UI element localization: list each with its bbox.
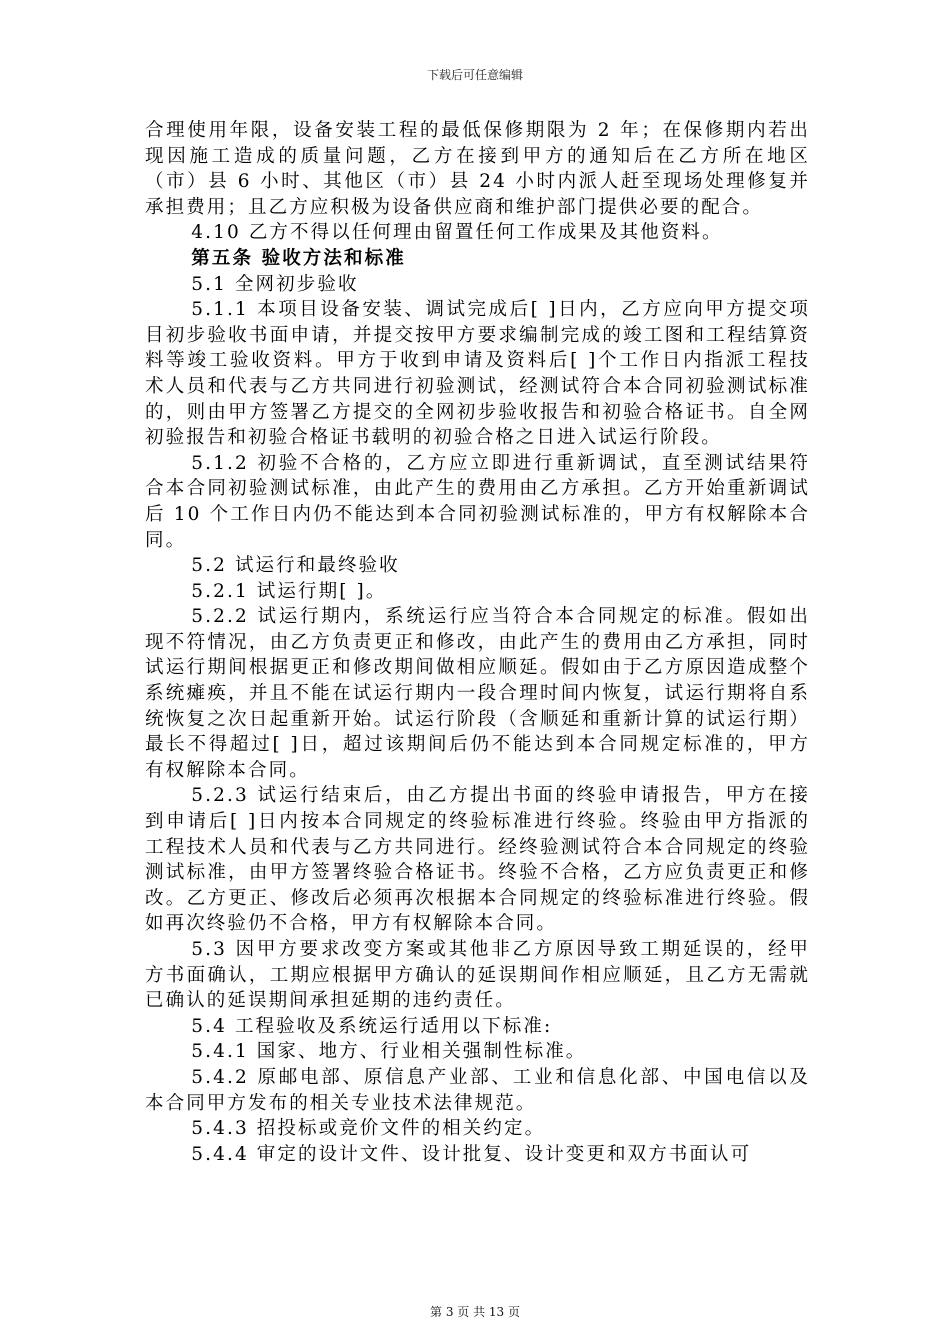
section-heading-article-5: 第五条 验收方法和标准: [191, 247, 406, 269]
paragraph-5-1: 5.1 全网初步验收: [191, 273, 359, 295]
paragraph-5-4-2: 5.4.2 原邮电部、原信息产业部、工业和信息化部、中国电信以及本合同甲方发布的相关专业技术法律规范。: [145, 1066, 810, 1114]
paragraph-5-4-1: 5.4.1 国家、地方、行业相关强制性标准。: [191, 1041, 587, 1063]
paragraph-5-2-2: 5.2.2 试运行期内，系统运行应当符合本合同规定的标准。假如出现不符情况，由乙方负责更正和修改，由此产生的费用由乙方承担，同时试运行期间根据更正和修改期间做相应顺延。假如由于乙方原因造成整个系统瘫痪，并且不能在试运行期内一段合理时间内恢复，试运行期将自系统恢复之次日起重新开始。试运行阶段（含顺延和重新计算的试运行期）最长不得超过[ ]日，超过该期间后仍不能达到本合同规定标准的，甲方有权解除本合同。: [145, 606, 810, 781]
document-body: [145, 118, 810, 1167]
paragraph-5-1-2: 5.1.2 初验不合格的，乙方应立即进行重新调试，直至测试结果符合本合同初验测试标准，由此产生的费用由乙方承担。乙方开始重新调试后 10 个工作日内仍不能达到本合同初验测试标准的，甲方有权解除本合同。: [145, 452, 810, 551]
paragraph-5-4-4: 5.4.4 审定的设计文件、设计批复、设计变更和双方书面认可: [191, 1143, 752, 1165]
paragraph-5-4: 5.4 工程验收及系统运行适用以下标准:: [191, 1015, 553, 1037]
paragraph-5-2-1: 5.2.1 试运行期[ ]。: [191, 580, 387, 602]
paragraph-5-3: 5.3 因甲方要求改变方案或其他非乙方原因导致工期延误的，经甲方书面确认，工期应根据甲方确认的延误期间作相应顺延，且乙方无需就已确认的延误期间承担延期的违约责任。: [145, 939, 810, 1012]
paragraph-5-4-3: 5.4.3 招投标或竞价文件的相关约定。: [191, 1118, 546, 1140]
page-header: 下载后可任意编辑: [426, 68, 523, 82]
paragraph-warranty-continued: 合理使用年限，设备安装工程的最低保修期限为 2 年；在保修期内若出现因施工造成的质量问题，乙方在接到甲方的通知后在乙方所在地区（市）县 6 小时、其他区（市）县 24 小时内派人赶至现场处理修复并承担费用；且乙方应积极为设备供应商和维护部门提供必要的配合。: [145, 120, 810, 218]
paragraph-5-2-3: 5.2.3 试运行结束后，由乙方提出书面的终验申请报告，甲方在接到申请后[ ]日内按本合同规定的终验标准进行终验。终验由甲方指派的工程技术人员和代表与乙方共同进行。经终验测试符合本合同规定的终验测试标准，由甲方签署终验合格证书。终验不合格，乙方应负责更正和修改。乙方更正、修改后必须再次根据本合同规定的终验标准进行终验。假如再次终验仍不合格，甲方有权解除本合同。: [145, 785, 810, 935]
paragraph-5-1-1: 5.1.1 本项目设备安装、调试完成后[ ]日内，乙方应向甲方提交项目初步验收书面申请，并提交按甲方要求编制完成的竣工图和工程结算资料等竣工验收资料。甲方于收到申请及资料后[ ]个工作日内指派工程技术人员和代表与乙方共同进行初验测试，经测试符合本合同初验测试标准的，则由甲方签署乙方提交的全网初步验收报告和初验合格证书。自全网初验报告和初验合格证书载明的初验合格之日进入试运行阶段。: [145, 299, 810, 449]
page-number-footer: 第 3 页 共 13 页: [430, 1305, 520, 1319]
paragraph-5-2: 5.2 试运行和最终验收: [191, 555, 400, 577]
paragraph-4-10: 4.10 乙方不得以任何理由留置任何工作成果及其他资料。: [191, 222, 723, 244]
